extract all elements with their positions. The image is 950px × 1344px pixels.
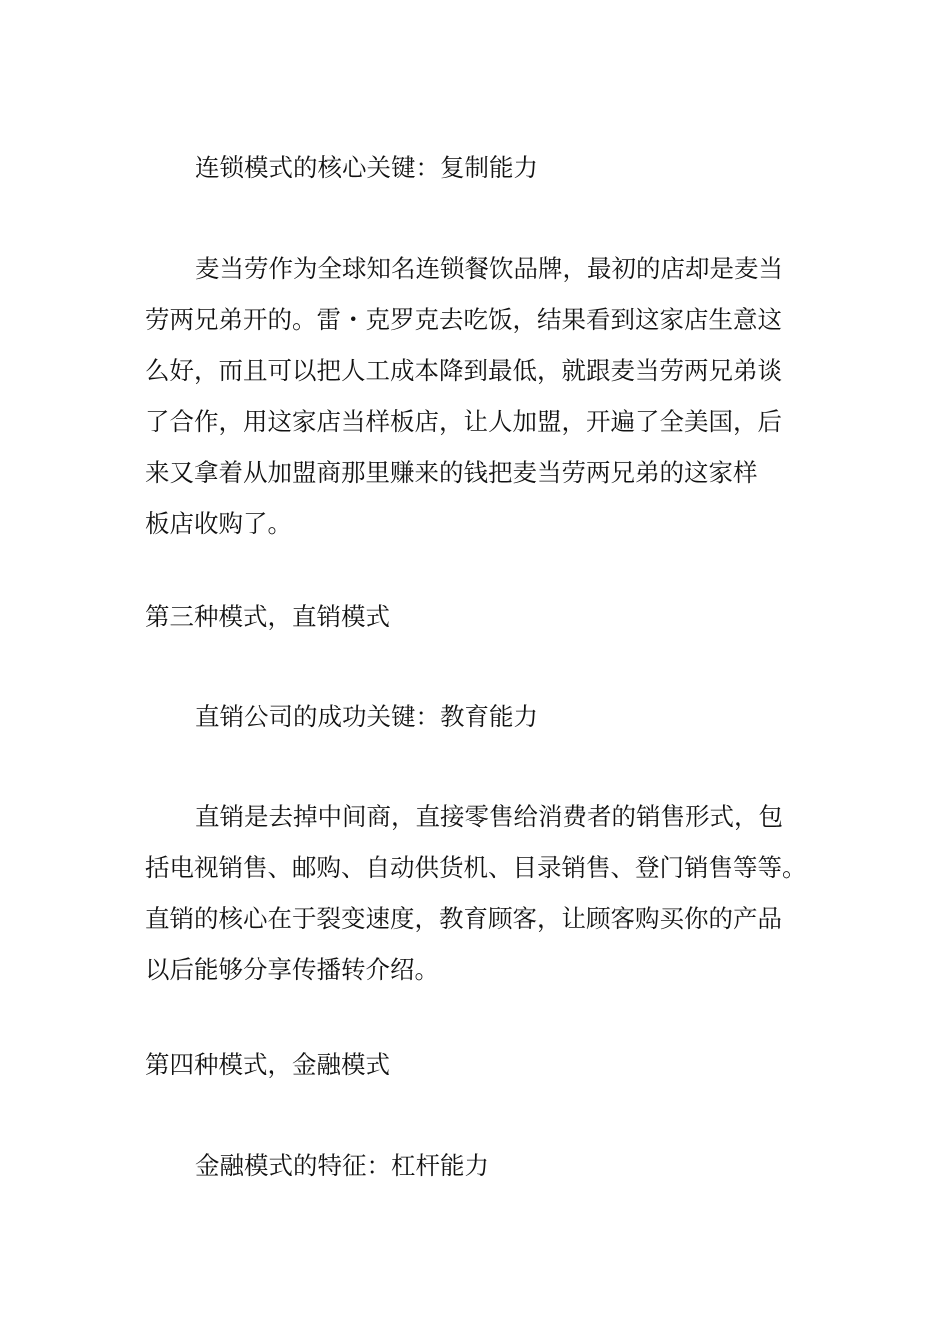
paragraph-line: 括电视销售、邮购、自动供货机、目录销售、登门销售等等。 <box>145 853 807 882</box>
paragraph-mcdonalds <box>145 243 810 549</box>
subheading-direct-sales-key: 直销公司的成功关键：教育能力 <box>195 702 538 731</box>
subheading-chain-model: 连锁模式的核心关键：复制能力 <box>195 153 538 182</box>
paragraph-line: 么好，而且可以把人工成本降到最低，就跟麦当劳两兄弟谈 <box>145 356 782 385</box>
paragraph-line: 劳两兄弟开的。雷・克罗克去吃饭，结果看到这家店生意这 <box>145 305 782 334</box>
paragraph-line: 来又拿着从加盟商那里赚来的钱把麦当劳两兄弟的这家样 <box>145 458 758 487</box>
paragraph-direct-sales <box>145 791 810 995</box>
paragraph-line: 以后能够分享传播转介绍。 <box>145 955 439 984</box>
paragraph-line: 直销的核心在于裂变速度，教育顾客，让顾客购买你的产品 <box>145 904 782 933</box>
paragraph-line: 麦当劳作为全球知名连锁餐饮品牌，最初的店却是麦当 <box>195 254 783 283</box>
paragraph-line: 了合作，用这家店当样板店，让人加盟，开遍了全美国，后 <box>145 407 782 436</box>
paragraph-line: 直销是去掉中间商，直接零售给消费者的销售形式，包 <box>195 802 783 831</box>
heading-finance-model: 第四种模式，金融模式 <box>145 1050 390 1079</box>
paragraph-line: 板店收购了。 <box>145 509 292 538</box>
subheading-finance-feature: 金融模式的特征：杠杆能力 <box>195 1151 489 1180</box>
heading-direct-sales-model: 第三种模式，直销模式 <box>145 602 390 631</box>
